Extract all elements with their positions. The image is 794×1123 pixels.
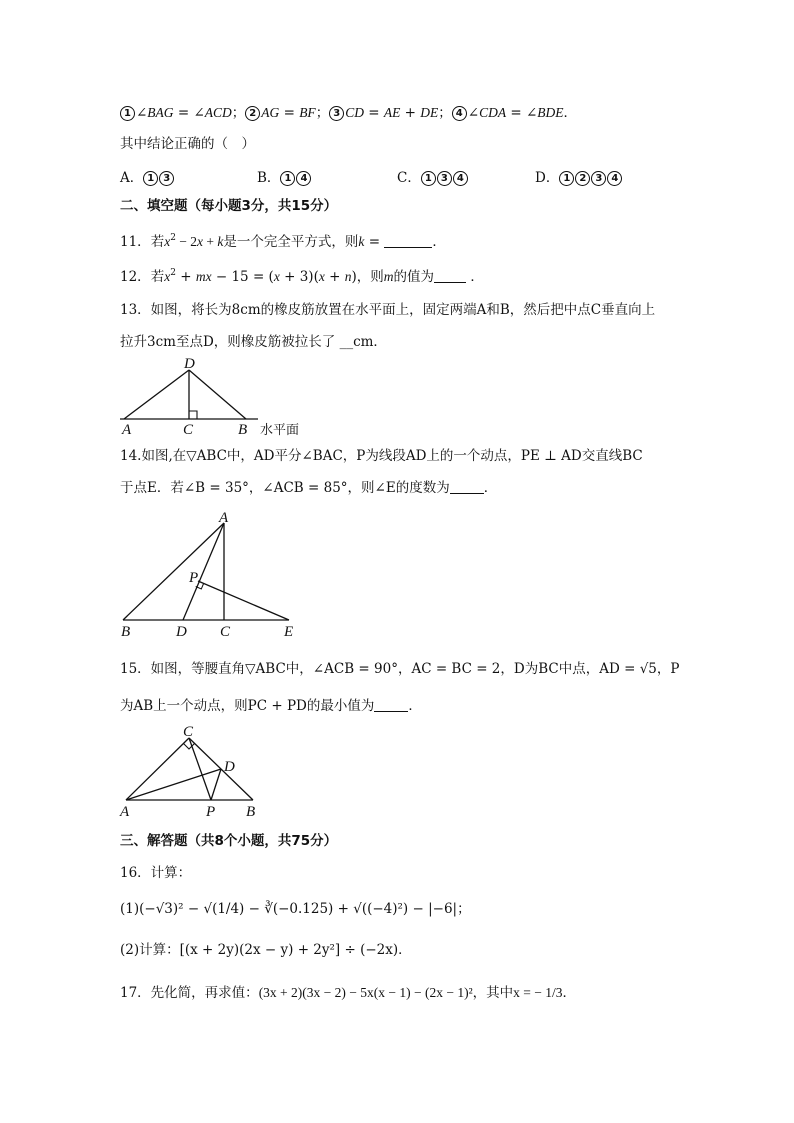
label-b: B xyxy=(246,804,256,820)
q17: 17．先化简，再求值：(3x + 2)(3x − 2) − 5x(x − 1) − (2x − 1)²，其中x = − 1/3． xyxy=(120,985,576,1001)
segment-pd xyxy=(211,769,221,800)
q14-line1: 14.如图,在▽ABC中，AD平分∠BAC，P为线段AD上的一个动点，PE ⊥ AD交直线BC xyxy=(120,448,643,464)
q13-line1: 13．如图，将长为8cm的橡皮筋放置在水平面上，固定两端A和B，然后把中点C垂直向上 xyxy=(120,302,656,318)
section3-title: 三、解答题（共8个小题，共75分） xyxy=(120,833,338,849)
caption-horizontal-surface: 水平面 xyxy=(260,423,300,438)
right-angle-mark xyxy=(189,411,197,419)
q10-option-a[interactable]: A． 1 3 xyxy=(120,166,175,186)
q10-option-c[interactable]: C． 1 3 4 xyxy=(397,166,469,186)
segment-ab xyxy=(123,523,224,620)
q15-answer-blank[interactable] xyxy=(374,711,408,712)
q14-line2: 于点E．若∠B = 35°，∠ACB = 85°，则∠E的度数为 ． xyxy=(120,480,498,496)
label-a: A xyxy=(120,804,130,820)
segment-ac xyxy=(126,738,189,800)
label-b: B xyxy=(121,624,131,640)
label-a: A xyxy=(122,422,132,438)
label-d: D xyxy=(184,356,195,372)
label-e: E xyxy=(284,624,294,640)
label-c: C xyxy=(183,422,194,438)
label-c: C xyxy=(183,724,194,740)
q13-line2: 拉升3cm至点D，则橡皮筋被拉长了 __cm． xyxy=(120,334,387,350)
q10-statements: 1 ∠BAG = ∠ACD； 2 AG = BF； 3 CD = AE + DE； 4 ∠CDA = ∠BDE． xyxy=(120,104,577,122)
q16-part2: (2)计算：[(x + 2y)(2x − y) + 2y²] ÷ (−2x)． xyxy=(120,942,412,958)
q10-option-b[interactable]: B． 1 4 xyxy=(257,166,312,186)
segment-da xyxy=(124,370,189,419)
q10-prompt: 其中结论正确的（ ） xyxy=(120,136,255,152)
q10-option-d[interactable]: D． 1 2 3 4 xyxy=(535,166,623,186)
q16-part1: (1)(−√3)² − √(1/4) − ∛(−0.125) + √((−4)²) − |−6|； xyxy=(120,901,471,917)
label-p: P xyxy=(189,570,199,586)
label-c: C xyxy=(220,624,231,640)
q11-answer-blank[interactable] xyxy=(384,247,432,248)
label-b: B xyxy=(238,422,248,438)
q12-answer-blank[interactable] xyxy=(434,282,466,283)
q15-figure xyxy=(110,720,280,825)
q15-line2: 为AB上一个动点，则PC + PD的最小值为 ． xyxy=(120,698,422,714)
q16-title: 16．计算： xyxy=(120,865,192,881)
label-a: A xyxy=(219,510,229,526)
q13-figure xyxy=(110,356,340,440)
q15-line1: 15．如图，等腰直角▽ABC中，∠ACB = 90°，AC = BC = 2，D为BC中点，AD = √5，P xyxy=(120,661,680,677)
section2-title: 二、填空题（每小题3分，共15分） xyxy=(120,198,338,214)
label-d: D xyxy=(176,624,187,640)
segment-cp xyxy=(189,738,211,800)
q11: 11．若$x^2 - 2x + k$是一个完全平方式，则k = ． xyxy=(120,233,446,250)
label-p: P xyxy=(206,804,216,820)
segment-ad xyxy=(126,769,221,800)
segment-pe xyxy=(198,581,289,620)
label-d: D xyxy=(224,759,235,775)
q14-answer-blank[interactable] xyxy=(450,493,484,494)
q14-figure xyxy=(110,505,310,640)
q12: 12．若$x^2$ + mx − 15 = (x + 3)(x + n)，则m的值为 ． xyxy=(120,268,484,285)
